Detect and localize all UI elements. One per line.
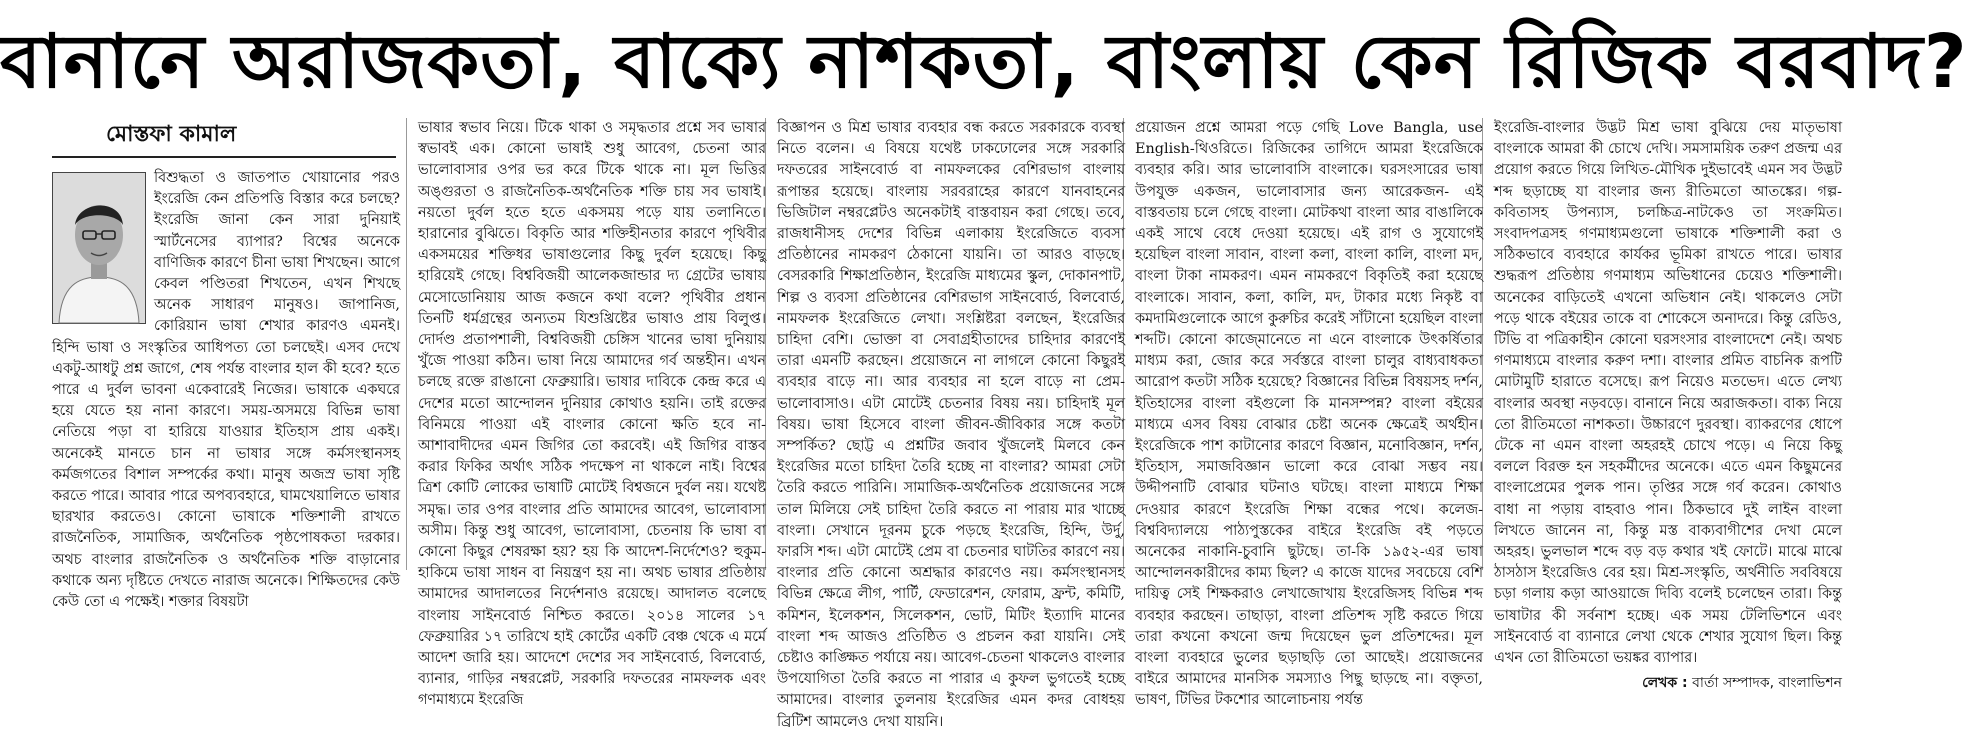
article-text: ইংরেজি-বাংলার উদ্ভট মিশ্র ভাষা বুঝিয়ে দেয় মাতৃভাষা বাংলাকে আমরা কী চোখে দেখি। সমসাময়িক তরুণ প্রজন্ম এর প্রয়োগ করতে গিয়ে লিখিত-মৌখিক দুইভাবেই এমন সব উদ্ভট শব্দ ছড়াচ্ছে যা বাংলার জন্য রীতিমতো আতঙ্কের। গল্প-কবিতাসহ উপন্যাস, চলচ্চিত্র-নাটকেও তা সংক্রমিত। সংবাদপত্রসহ গণমাধ্যমগুলো ভাষাকে শক্তিশালী করা ও সঠিকভাবে ব্যবহারে কার্যকর ভূমিকা রাখতে পারে। ভাষার শুদ্ধরূপ প্রতিষ্ঠায় গণমাধ্যম অভিধানের চেয়েও শক্তিশালী। অনেকের বাড়িতেই এখনো অভিধান নেই। থাকলেও সেটা পড়ে থাকে বইয়ের তাকে বা শোকেসে অনাদরে। কিন্তু রেডিও, টিভি বা পত্রিকাহীন কোনো ঘরসংসার বাংলাদেশে নেই। অথচ গণমাধ্যমে বাংলার করুণ দশা। বাংলার প্রমিত বাচনিক রূপটি মোটামুটি হারাতে বসেছে। রূপ নিয়েও মতভেদ। এতে লেখ্য বাংলার অবস্থা নড়বড়ে। বানানে নিয়ে অরাজকতা। বাক্য নিয়ে তো রীতিমতো নাশকতা। উচ্চারণে দুরবস্থা। ব্যাকরণের ধোপে টেকে না এমন বাংলা অহরহই চোখে পড়ে। এ নিয়ে কিছু বললে বিরক্ত হন সহকর্মীদের অনেকে। এতে এমন কিছুমনের বাংলাপ্রেমের পুলক পান। তৃপ্তির সঙ্গে গর্ব করেন। কোথাও বাধা না পড়ায় বাহবাও পান। ঠিকভাবে দুই লাইন বাংলা লিখতে জানেন না, কিন্তু মস্ত বাক্যবাগীশের দেখা মেলে অহরহ। ভুলভাল শব্দে বড় বড় কথার খই ফোটে। মাঝে মাঝে ঠাসঠাস ইংরেজিও বের হয়। মিশ্র-সংস্কৃতি, অর্থনীতি সববিষয়ে চড়া গলায় কড়া আওয়াজে দিব্যি বলেই চলেছেন তারা। কিন্তু ভাষাটার কী সর্বনাশ হচ্ছে। এক সময় টেলিভিশনে এবং সাইনবোর্ড বা ব্যানারে লেখা থেকে শেখার সুযোগ ছিল। কিন্তু এখন তো রীতিমতো ভয়ঙ্কর ব্যাপার। [1494, 120, 1842, 667]
article-column-2 [418, 118, 766, 709]
author-byline: মোস্তফা কামাল [52, 118, 396, 158]
article-text: বিশুদ্ধতা ও জাতপাত খোয়ানোর পরও ইংরেজি কেন প্রতিপত্তি বিস্তার করে চলছে? ইংরেজি জানা কেন সারা দুনিয়াই স্মার্টনেসের ব্যাপার? বিশ্বের অনেকে বাণিজিক কারণে চীনা ভাষা শিখছেন। আগে কেবল পণ্ডিতরা শিখতেন, এখন শিখছে অনেক সাধারণ মানুষও। জাপানিজ, কোরিয়ান ভাষা শেখার কারণও এমনই। হিন্দি ভাষা ও সংস্কৃতির আধিপত্য তো চলছেই। এসব দেখে একটু-আধটু প্রশ্ন জাগে, শেষ পর্যন্ত বাংলার হাল কী হবে? হতে পারে এ দুর্বল ভাবনা একেবারেই নিজের। ভাষাকে একঘরে হয়ে যেতে হয় নানা কারণে। সময়-অসময়ে বিভিন্ন ভাষা নেতিয়ে পড়া বা হারিয়ে যাওয়ার ইতিহাস প্রায় একই। অনেকেই মানতে চান না ভাষার সঙ্গে কর্মসংস্থানসহ কর্মজগতের বিশাল সম্পর্কের কথা। মানুষ অজস্র ভাষা সৃষ্টি করতে পারে। আবার পারে অপব্যবহারে, ঘামখেয়ালিতে ভাষার ছারখার করতেও। কোনো ভাষাকে শক্তিশালী রাখতে রাজনৈতিক, সামাজিক, অর্থনৈতিক পৃষ্ঠপোষকতা দরকার। অথচ বাংলার রাজনৈতিক ও অর্থনৈতিক শক্তি বাড়ানোর কথাকে অন্য দৃষ্টিতে দেখতে নারাজ অনেকে। শিক্ষিতদের কেউ কেউ তো এ পক্ষেই। শক্তার বিষয়টা [52, 170, 400, 611]
article-headline: বানানে অরাজকতা, বাক্যে নাশকতা, বাংলায় কেন রিজিক বরবাদ? [0, 19, 1968, 105]
article-column-4 [1135, 118, 1483, 709]
article-text: প্রয়োজন প্রশ্নে আমরা পড়ে গেছি Love Bangla, use English-থিওরিতে। রিজিকের তাগিদে আমরা ইংরেজিকে ব্যবহার করি। আর ভালোবাসি বাংলাকে। ঘরসংসারের ভাষা উপযুক্ত একজন, ভালোবাসার জন্য আরেকজন- এই বাস্তবতায় চলে গেছে বাংলা। মোটকথা বাংলা আর বাঙালিকে একই সাথে বেধে দেওয়া হয়েছে। এই রাগ ও সুযোগেই হয়েছিল বাংলা সাবান, বাংলা কলা, বাংলা কালি, বাংলা মদ, বাংলা টাকা নামকরণ। এমন নামকরণে বিকৃতিই করা হয়েছে বাংলাকে। সাবান, কলা, কালি, মদ, টাকার মধ্যে নিকৃষ্ট বা কমদামিগুলোকে আগে কুরুচির করেই সাঁটানো হয়েছিল বাংলা শব্দটি। কোনো কাজ্মোনেতে না এনে বাংলাকে উৎকর্ষিতার মাধ্যম করা, জোর করে সর্বস্তরে বাংলা চালুর বাধ্যবাধকতা আরোপ কতটা সঠিক হয়েছে? বিজ্ঞানের বিভিন্ন বিষয়সহ দর্শন, ইতিহাসের বাংলা বইগুলো কি মানসম্পন্ন? বাংলা বইয়ের মাধ্যমে এসব বিষয় বোঝার চেষ্টা অনেক ক্ষেত্রেই অর্থহীন। ইংরেজিকে পাশ কাটানোর কারণে বিজ্ঞান, মনোবিজ্ঞান, দর্শন, ইতিহাস, সমাজবিজ্ঞান ভালো করে বোঝা সম্ভব নয়। উদ্দীপনাটি বোঝার ঘটনাও ঘটছে। বাংলা মাধ্যমে শিক্ষা দেওয়ার কারণে ইংরেজি শিক্ষা বন্ধের পথে। কলেজ-বিশ্ববিদ্যালয়ে পাঠ্যপুস্তকের বাইরে ইংরেজি বই পড়তে অনেকের নাকানি-চুবানি ছুটছে। তা-কি ১৯৫২-এর ভাষা আন্দোলনকারীদের কাম্য ছিল? এ কাজে যাদের সবচেয়ে বেশি দায়িত্ব সেই শিক্ষকরাও লেখাজোখায় ইংরেজিসহ বিভিন্ন শব্দ ব্যবহার করছেন। তাছাড়া, বাংলা প্রতিশব্দ সৃষ্টি করতে গিয়ে তারা কখনো কখনো জন্ম দিয়েছেন ভুল প্রতিশব্দের। মূল বাংলা ব্যবহারে ভুলের ছড়াছড়ি তো আছেই। প্রয়োজনের বাইরে আমাদের মানসিক সমস্যাও পিছু ছাড়ছে না। বক্তৃতা, ভাষণ, টিভির টকশোর আলোচনায় পর্যন্ত [1135, 120, 1483, 709]
article-text: ভাষার স্বভাব নিয়ে। টিকে থাকা ও সমৃদ্ধতার প্রশ্নে সব ভাষার স্বভাবই এক। কোনো ভাষাই শুধু আবেগ, চেতনা আর ভালোবাসার ওপর ভর করে টিকে থাকে না। মূল ভিত্তির অঙ্গুরতা ও রাজনৈতিক-অর্থনৈতিক শক্তি চায় সব ভাষাই। নয়তো দুর্বল হতে হতে একসময় পড়ে যায় তলানিতে। হারানোর বুঝিতে। বিকৃতি আর শক্তিহীনতার কারণে পৃথিবীর একসময়ের শক্তিধর ভাষাগুলোর কিছু দুর্বল হয়েছে। কিছু হারিয়েই গেছে। বিশ্ববিজয়ী আলেকজান্ডার দ্য গ্রেটের ভাষায় মেসোডোনিয়ায় আজ কজনে কথা বলে? পৃথিবীর প্রধান তিনটি ধর্মগ্রন্থের অন্যতম যিশুখ্রিষ্টের ভাষাও প্রায় বিলুপ্ত। দোর্দণ্ড প্রতাপশালী, বিশ্ববিজয়ী চেঙ্গিস খানের ভাষা দুনিয়ায় খুঁজে পাওয়া কঠিন। ভাষা নিয়ে আমাদের গর্ব অন্তহীন। এখন চলছে রক্তে রাঙানো ফেব্রুয়ারি। ভাষার দাবিকে কেন্দ্র করে এ দেশের মতো আন্দোলন দুনিয়ার কোথাও হয়নি। তাই রক্তের বিনিময়ে পাওয়া এই বাংলার কোনো ক্ষতি হবে না- আশাবাদীদের এমন জিগির তো করবেই। এই জিগির বাস্তব করার ফিকির অর্থাৎ সঠিক পদক্ষেপ না থাকলে নাই। বিশ্বের ত্রিশ কোটি লোকের ভাষাটি মোটেই বিশ্বজনে দুর্বল নয়। যথেষ্ট সমৃদ্ধ। তার ওপর বাংলার প্রতি আমাদের আবেগ, ভালোবাসা অসীম। কিন্তু শুধু আবেগ, ভালোবাসা, চেতনায় কি ভাষা বা কোনো কিছুর শেষরক্ষা হয়? হয় কি আদেশ-নির্দেশেও? হুকুম-হাকিমে ভাষা সাধন বা নিয়ন্ত্রণ হয় না। অথচ ভাষার প্রতিষ্ঠায় আমাদের আদালতের নির্দেশনাও রয়েছে। আদালত বলেছে বাংলায় সাইনবোর্ড নিশ্চিত করতে। ২০১৪ সালের ১৭ ফেব্রুয়ারির ১৭ তারিখে হাই কোর্টের একটি বেঞ্চ থেকে এ মর্মে আদেশ জারি হয়। আদেশে দেশের সব সাইনবোর্ড, বিলবোর্ড, ব্যানার, গাড়ির নম্বরপ্লেট, সরকারি দফতরের নামফলক এবং গণমাধ্যমে ইংরেজি [418, 120, 766, 709]
article-column-5 [1494, 118, 1842, 692]
author-photo [52, 172, 146, 324]
article-text: বিজ্ঞাপন ও মিশ্র ভাষার ব্যবহার বন্ধ করতে সরকারকে ব্যবস্থা নিতে বলেন। এ বিষয়ে যথেষ্ট ঢাকঢোলের সঙ্গে সরকারি দফতরের সাইনবোর্ড বা নামফলকের বেশিরভাগ বাংলায় রূপান্তর হয়েছে। বাংলায় সরবরাহের কারণে যানবাহনের ভিজিটাল নম্বরপ্লেটও অনেকটাই বাস্তবায়ন করা গেছে। তবে, রাজধানীসহ দেশের বিভিন্ন এলাকায় ইংরেজিতে ব্যবসা প্রতিষ্ঠানের নামকরণ ঠেকানো যায়নি। তা আরও বাড়ছে। বেসরকারি শিক্ষাপ্রতিষ্ঠান, ইংরেজি মাধ্যমের স্কুল, দোকানপাট, শিল্প ও ব্যবসা প্রতিষ্ঠানের বেশিরভাগ সাইনবোর্ড, বিলবোর্ড, নামফলক ইংরেজিতে লেখা। সংশ্লিষ্টরা বলছেন, ইংরেজির চাহিদা বেশি। ভোক্তা বা সেবাগ্রহীতাদের চাহিদার কারণেই তারা এমনটি করছেন। প্রয়োজনে না লাগলে কোনো কিছুরই ব্যবহার বাড়ে না। আর ব্যবহার না হলে বাড়ে না প্রেম-ভালোবাসাও। এটা মোটেই চেতনার বিষয় নয়। চাহিদাই মূল বিষয়। ভাষা হিসেবে বাংলা জীবন-জীবিকার সঙ্গে কতটা সম্পর্কিত? ছোট্ট এ প্রশ্নটির জবাব খুঁজলেই মিলবে কেন ইংরেজির মতো চাহিদা তৈরি হচ্ছে না বাংলার? আমরা সেটা তৈরি করতে পারিনি। সামাজিক-অর্থনৈতিক প্রয়োজনের সঙ্গে তাল মিলিয়ে সেই চাহিদা তৈরি করতে না পারায় মার খাচ্ছে বাংলা। সেখানে দূরনম চুকে পড়ছে ইংরেজি, হিন্দি, উর্দু, ফারসি শব্দ। এটা মোটেই প্রেম বা চেতনার ঘাটতির কারণে নয়। বাংলার প্রতি কোনো অশ্রদ্ধার কারণেও নয়। কর্মসংস্থানসহ বিভিন্ন ক্ষেত্রে লীগ, পার্টি, ফেডারেশন, ফোরাম, ফ্রন্ট, কমিটি, কমিশন, ইলেকশন, সিলেকশন, ভোট, মিটিং ইত্যাদি মানের বাংলা শব্দ আজও প্রতিষ্ঠিত ও প্রচলন করা যায়নি। সেই চেষ্টাও কাঙ্ক্ষিত পর্যায়ে নয়। আবেগ-চেতনা থাকলেও বাংলার উপযোগিতা তৈরি করতে না পারার এ কুফল ভুগতেই হচ্ছে আমাদের। বাংলার তুলনায় ইংরেজির এমন কদর বোধহয় ব্রিটিশ আমলেও দেখা যায়নি। [777, 120, 1125, 730]
article-column-3 [777, 118, 1125, 730]
article-body [52, 118, 1842, 730]
author-note [1494, 673, 1842, 694]
article-column-1 [52, 118, 400, 611]
person-portrait-icon [53, 173, 145, 323]
author-note-label: লেখক : [1642, 675, 1688, 692]
author-note-text: বার্তা সম্পাদক, বাংলাভিশন [1692, 675, 1842, 692]
